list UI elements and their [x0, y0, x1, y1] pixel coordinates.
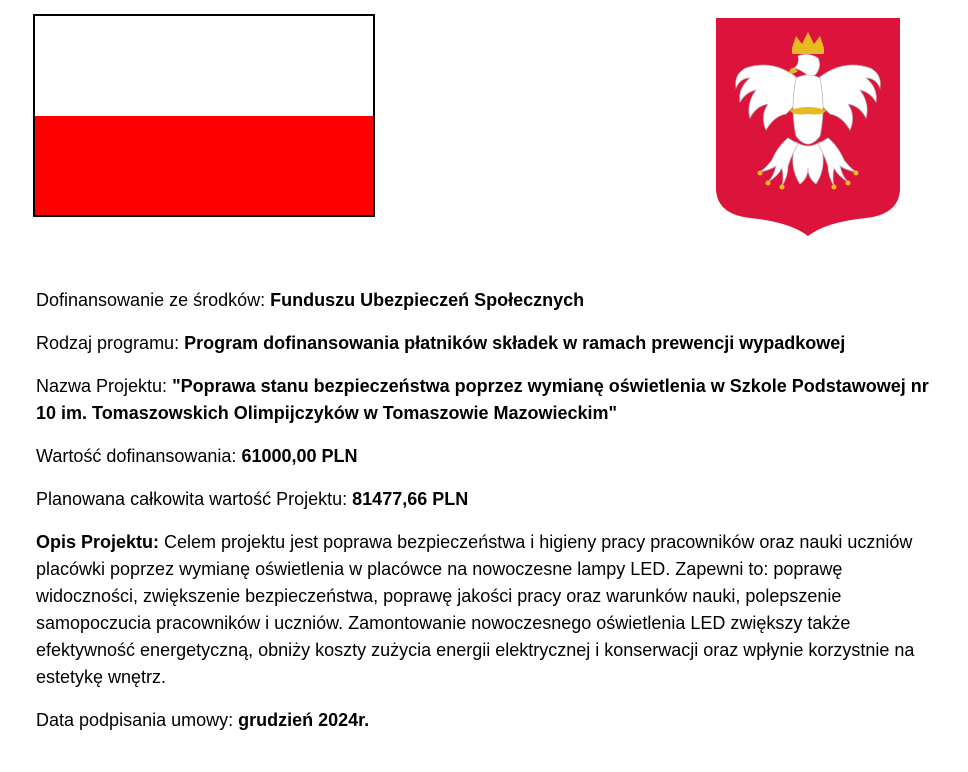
funding-amount-label: Wartość dofinansowania: [36, 446, 242, 466]
project-description-label: Opis Projektu: [36, 532, 160, 552]
funding-amount-value: 61000,00 PLN [241, 446, 358, 466]
project-name-label: Nazwa Projektu: [36, 376, 173, 396]
project-description [36, 529, 948, 691]
polish-flag-icon [33, 14, 375, 217]
polish-coat-of-arms-icon [716, 18, 900, 236]
project-info [36, 287, 948, 750]
program-type-label: Rodzaj programu: [36, 333, 185, 353]
total-value-value: 81477,66 PLN [352, 489, 469, 509]
total-value-label: Planowana całkowita wartość Projektu: [36, 489, 353, 509]
project-name-value: "Poprawa stanu bezpieczeństwa poprzez wymianę oświetlenia w Szkole Podstawowej nr 10 im. Tomaszowskich Olimpijczyków w Tomaszowie Mazowieckim" [36, 376, 929, 423]
funding-source-label: Dofinansowanie ze środków: [36, 290, 271, 310]
program-type-value: Program dofinansowania płatników składek w ramach prewencji wypadkowej [184, 333, 846, 353]
project-name-line [36, 373, 948, 427]
contract-date-label: Data podpisania umowy: [36, 710, 239, 730]
funding-source-line [36, 287, 948, 314]
contract-date-line [36, 707, 948, 734]
flag-red-stripe [35, 116, 373, 216]
total-value-line [36, 486, 948, 513]
project-description-text: Celem projektu jest poprawa bezpieczeństwa i higieny pracy pracowników oraz nauki uczniów placówki poprzez wymianę oświetlenia w placówce na nowoczesne lampy LED. Zapewni to: poprawę widoczności, zwiększenie bezpieczeństwa, poprawę jakości pracy oraz warunków nauki, polepszenie samopoczucia pracowników i uczniów. Zamontowanie nowoczesnego oświetlenia LED zwiększy także efektywność energetyczną, obniży koszty zużycia energii elektrycznej i konserwacji oraz wpłynie korzystnie na estetykę wnętrz. [36, 532, 915, 687]
funding-amount-line [36, 443, 948, 470]
flag-white-stripe [35, 16, 373, 116]
program-type-line [36, 330, 948, 357]
contract-date-value: grudzień 2024r. [238, 710, 370, 730]
funding-source-value: Funduszu Ubezpieczeń Społecznych [270, 290, 585, 310]
